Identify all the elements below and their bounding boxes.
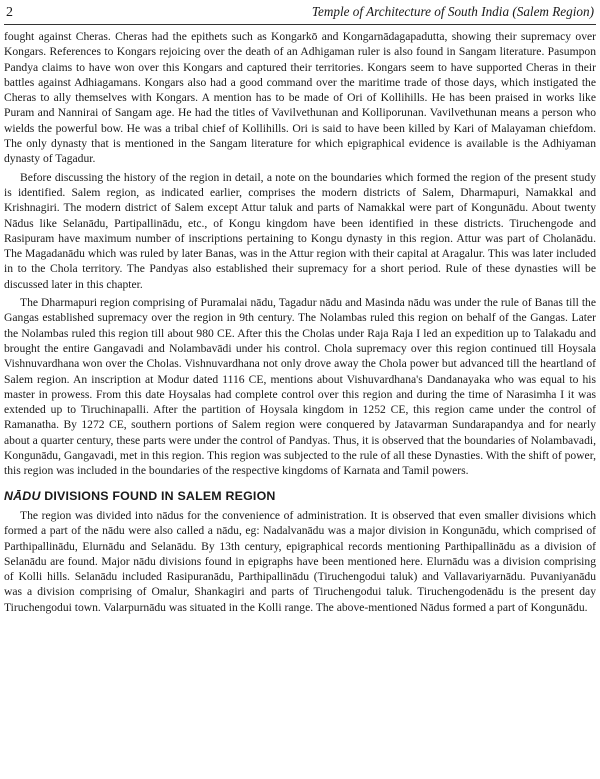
paragraph-4: The region was divided into nādus for the convenience of administration. It is observed that even smaller divisions which formed a part of the nādu were also called a nādu, eg: Nadalvanādu was a major division in Kongunādu, which comprised of Parthipallinādu, Elurnādu and Selanādu. By 13th century, epigraphical records mentioning Parthipallinādu as a division of Selanādu are found. Major nādu divisions found in epigraphs have been mentioned here. Elurnādu was a division comprising of Kolli hills. Selanādu included Rasipuranādu, Parthipallinādu (Tiruchengodui taluk) and Vallavariyarnādu. Puvaniyanādu was a division comprising of Omalur, Shankagiri and parts of Tiruchengodui taluk. Tiruchengodenādu is the present day Tiruchengodui town. Valarpurnādu was situated in the Kolli range. The above-mentioned Nādus formed a part of Kongunādu. xyxy=(4,508,596,614)
paragraph-2: Before discussing the history of the region in detail, a note on the boundaries which formed the region of the present study is identified. Salem region, as indicated earlier, comprises the modern districts of Salem, Dharmapuri, Namakkal and Krishnagiri. The modern district of Salem except Attur taluk and parts of Namakkal were part of Kongunādu. About twenty Nādus like Selanādu, Partipallinādu, etc., of Kongu kingdom have been identified in these districts. Tiruchengode and Rasipuram have maximum number of inscriptions pertaining to Kongu dynasty in this region. Attur was part of Cholanādu. The Magadanādu which was ruled by later Banas, was in the Attur region with their capital at Aragalur. This was later included in to the Chola territory. The Pandyas also established their supremacy for a short period. Rule of these dynasties will be discussed later in this chapter. xyxy=(4,170,596,291)
page-header xyxy=(4,4,596,25)
body-text xyxy=(4,29,596,615)
section-heading xyxy=(4,489,596,504)
section-heading-rest: DIVISIONS FOUND IN SALEM REGION xyxy=(40,488,276,503)
paragraph-3: The Dharmapuri region comprising of Puramalai nādu, Tagadur nādu and Masinda nādu was under the rule of Banas till the Gangas established supremacy over the region in 9th century. The Nolambas ruled this region on behalf of the Gangas. Later the Nolambas ruled this region till about 980 CE. After this the Cholas under Raja Raja I led an expedition up to Talakadu and brought the entire Gangavadi and Nolambavādi under his control. Chola supremacy over this region continued till Hoysala Vishnuvardhana won over the Cholas. Vishnuvardhana not only drove away the Chola power but advanced till the heartland of Salem region. An inscription at Modur dated 1116 CE, mentions about Vishuvardhana's Dandanayaka who was equal to his master in prowess. From this date Hoysalas had complete control over this region and during the time of Narasimha I it was extended up to Tiruchinapalli. After the partition of Hoysala kingdom in 1252 CE, this region came under the control of Ramanatha. By 1272 CE, southern portions of Salem region were conquered by Jatavarman Sundarapandya and for nearly about a quarter century, these parts were under the control of Pandyas. Thus, it is observed that the boundaries of Nolambavadi, Kongunādu, Gangavadi, met in this region. This region was subjected to the rule of all these Dynasties. With the shift of power, this region was included in the boundaries of the respective kingdoms of Karnata and Tamil powers. xyxy=(4,296,596,478)
page-number: 2 xyxy=(6,5,13,20)
section-heading-italic: NĀDU xyxy=(4,488,41,503)
paragraph-1: fought against Cheras. Cheras had the epithets such as Kongarkō and Kongarnādagapadutta, showing their supremacy over Kongars. References to Kongars rejoicing over the death of an Adhigaman ruler is also found in Sangam literature. Pasumpon Pandya claims to have won over this Kongars and captured their territories. Kongars seem to have supported Cheras in their battles against Adhiagamans. Kongars also had a good command over the maritime trade of those days, which instigated the Cheras to ally themselves with Kongars. A mention has to be made of Ori of Kollihills. He has been praised in works like Puram and Nannirai of Sangam age. He had the titles of Vavilvethunan and Kolliporunan. Vavilvethunan means a person who wields the powerful bow. He was a tribal chief of Kollihills. Ori is said to have been killed by Kari of Malayaman chiefdom. The only dynasty that is mentioned in the Sangam literature for which epigraphical evidence is available is the Adhiyaman dynasty of Tagadur. xyxy=(4,30,596,166)
running-title: Temple of Architecture of South India (Salem Region) xyxy=(311,4,594,19)
